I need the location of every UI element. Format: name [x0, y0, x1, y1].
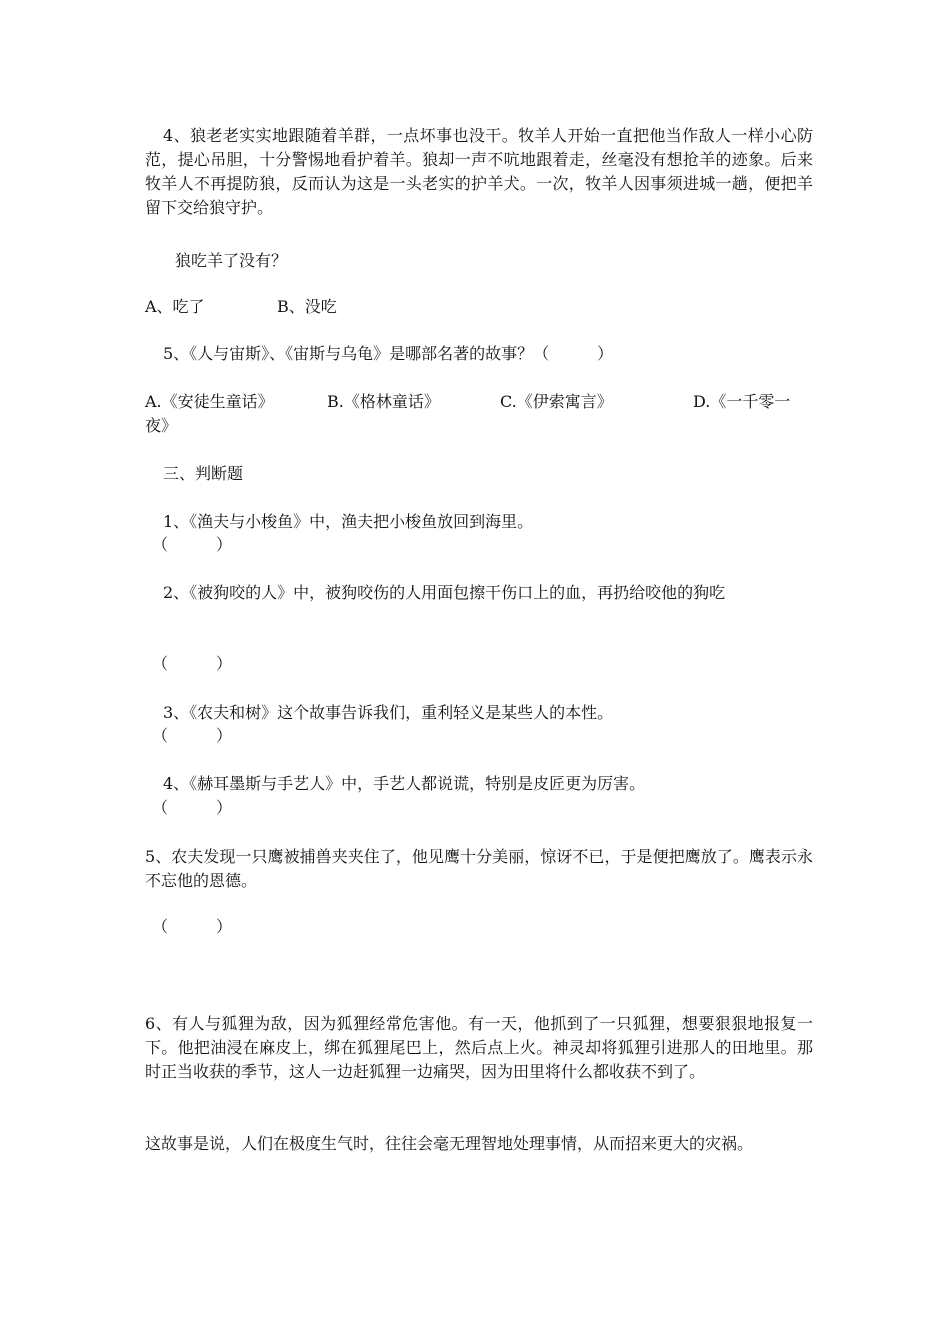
judge-item-4-blank[interactable]: （ ）	[152, 798, 233, 817]
judge-item-2: 2、《被狗咬的人》中，被狗咬伤的人用面包擦干伤口上的血，再扔给咬他的狗吃	[163, 583, 726, 602]
q4-passage: 4、狼老老实实地跟随着羊群，一点坏事也没干。牧羊人开始一直把他当作敌人一样小心防范，提心吊胆，十分警惕地看护着羊。狼却一声不吭地跟着走，丝毫没有想抢羊的迹象。后来牧羊人不再提防狼，反而认为这是一头老实的护羊犬。一次，牧羊人因事须进城一趟，便把羊留下交给狼守护。	[145, 126, 813, 217]
judge-item-3: 3、《农夫和树》这个故事告诉我们，重利轻义是某些人的本性。	[163, 703, 614, 722]
q4-question: 狼吃羊了没有？	[175, 251, 288, 270]
judge-item-4: 4、《赫耳墨斯与手艺人》中，手艺人都说谎，特别是皮匠更为厉害。	[163, 774, 646, 793]
q4-option-a: A、吃了	[145, 297, 205, 316]
section-heading: 三、判断题	[163, 464, 244, 483]
judge-item-1: 1、《渔夫与小梭鱼》中，渔夫把小梭鱼放回到海里。	[163, 512, 534, 531]
q5-option-d: D.《一千零一	[693, 392, 791, 411]
q6-statement: 这故事是说，人们在极度生气时，往往会毫无理智地处理事情，从而招来更大的灾祸。	[145, 1134, 754, 1153]
q5-option-b: B.《格林童话》	[327, 392, 440, 411]
judge-item-1-blank[interactable]: （ ）	[152, 535, 233, 554]
q5-option-c: C.《伊索寓言》	[500, 392, 613, 411]
q5-option-a: A.《安徒生童话》	[145, 392, 274, 411]
judge-item-5: 5、农夫发现一只鹰被捕兽夹夹住了，他见鹰十分美丽，惊讶不已，于是便把鹰放了。鹰表示永不忘他的恩德。	[145, 847, 813, 890]
judge-item-2-blank[interactable]: （ ）	[152, 654, 233, 673]
judge-item-5-blank[interactable]: （ ）	[152, 917, 233, 936]
judge-item-3-blank[interactable]: （ ）	[152, 726, 233, 745]
q5-option-d-continued: 夜》	[145, 416, 178, 435]
q4-option-b: B、没吃	[277, 297, 337, 316]
q6-passage: 6、有人与狐狸为敌，因为狐狸经常危害他。有一天，他抓到了一只狐狸，想要狠狠地报复一下。他把油浸在麻皮上，绑在狐狸尾巴上，然后点上火。神灵却将狐狸引进那人的田地里。那时正当收获的季节，这人一边赶狐狸一边痛哭，因为田里将什么都收获不到了。	[145, 1014, 813, 1081]
q5-question: 5、《人与宙斯》、《宙斯与乌龟》是哪部名著的故事？（ ）	[163, 344, 614, 363]
